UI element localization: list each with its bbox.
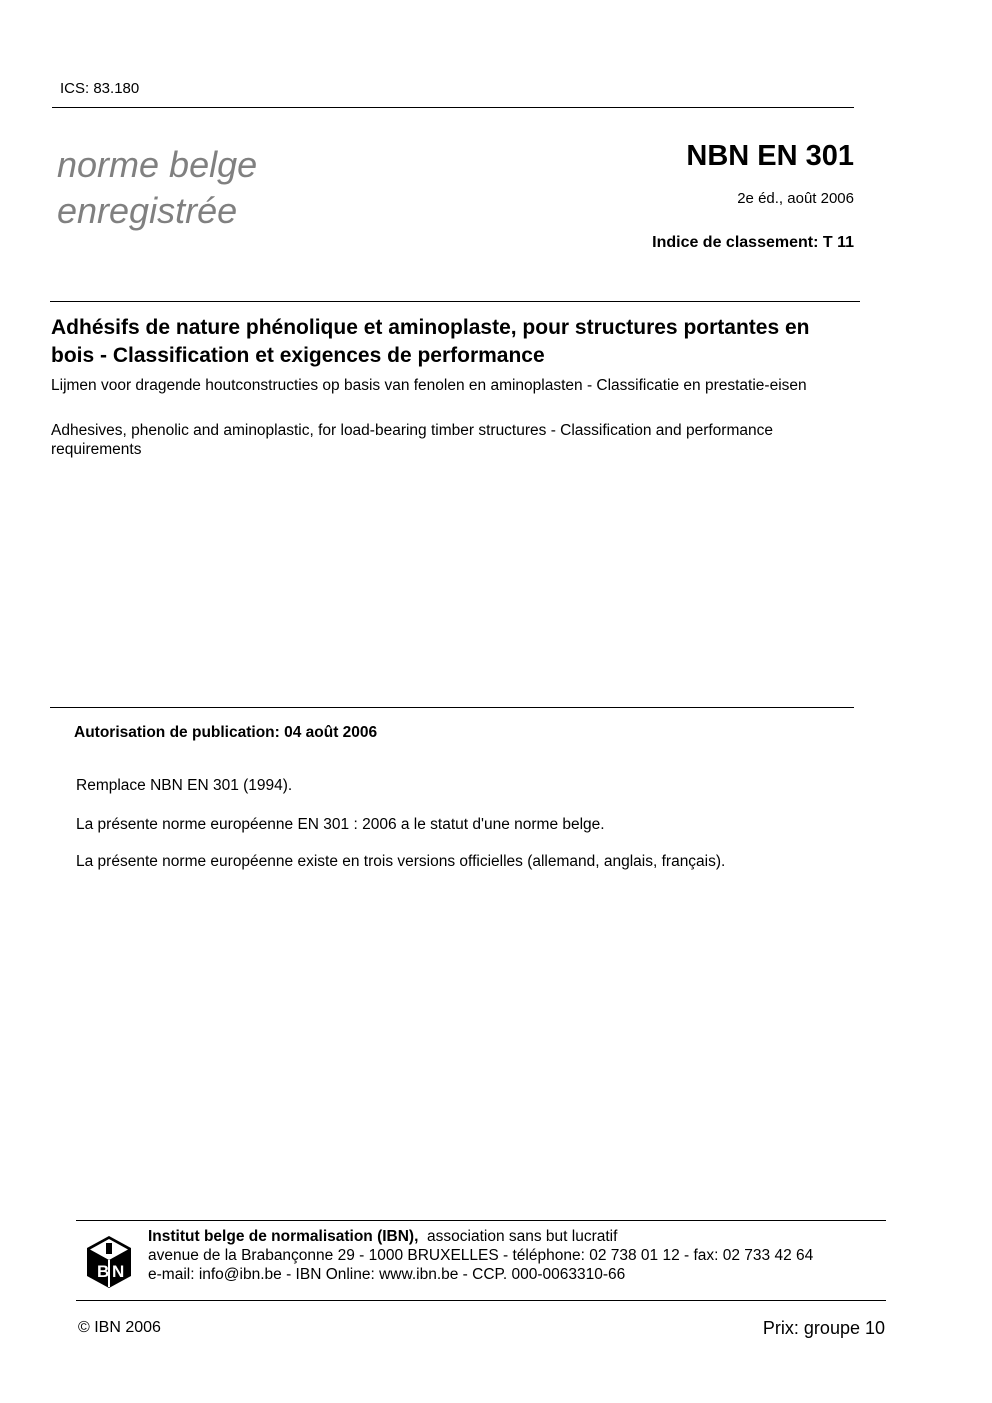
copyright: © IBN 2006 [78, 1319, 161, 1336]
title-rule [50, 301, 860, 302]
note-status: La présente norme européenne EN 301 : 2006 a le statut d'une norme belge. [76, 816, 605, 833]
classification-index: Indice de classement: T 11 [652, 234, 854, 251]
title-english: Adhesives, phenolic and aminoplastic, for load-bearing timber structures - Classification and performance requirements [51, 422, 773, 458]
title-dutch: Lijmen voor dragende houtconstructies op basis van fenolen en aminoplasten - Classificatie en prestatie-eisen [51, 377, 807, 394]
note-replaces: Remplace NBN EN 301 (1994). [76, 777, 293, 794]
norme-line-1: norme belge [57, 144, 258, 185]
institute-contact: e-mail: info@ibn.be - IBN Online: www.ibn.be - CCP. 000-0063310-66 [148, 1266, 626, 1283]
ibn-cube-logo [84, 1234, 134, 1290]
institute-name-line [148, 1228, 617, 1246]
norme-line-2: enregistrée [57, 190, 238, 231]
institute-bottom-rule [76, 1300, 886, 1301]
standard-reference: NBN EN 301 [686, 140, 854, 172]
ics-code: ICS: 83.180 [60, 80, 140, 97]
norme-type [57, 142, 257, 234]
svg-text:N: N [112, 1262, 125, 1281]
institute-type: association sans but lucratif [427, 1228, 618, 1245]
institute-address: avenue de la Brabançonne 29 - 1000 BRUXELLES - téléphone: 02 738 01 12 - fax: 02 733 42 64 [148, 1247, 814, 1264]
publication-authorisation: Autorisation de publication: 04 août 2006 [74, 724, 378, 741]
note-versions: La présente norme européenne existe en trois versions officielles (allemand, anglais, français). [76, 853, 726, 870]
price-group: Prix: groupe 10 [762, 1318, 885, 1338]
title-french: Adhésifs de nature phénolique et aminoplaste, pour structures portantes en bois - Classification et exigences de performance [51, 316, 810, 367]
institute-name: Institut belge de normalisation (IBN), [148, 1228, 419, 1245]
top-rule [52, 107, 854, 108]
edition-date: 2e éd., août 2006 [737, 190, 854, 207]
publication-rule [50, 707, 854, 708]
institute-top-rule [76, 1220, 886, 1221]
svg-text:B: B [97, 1262, 110, 1281]
